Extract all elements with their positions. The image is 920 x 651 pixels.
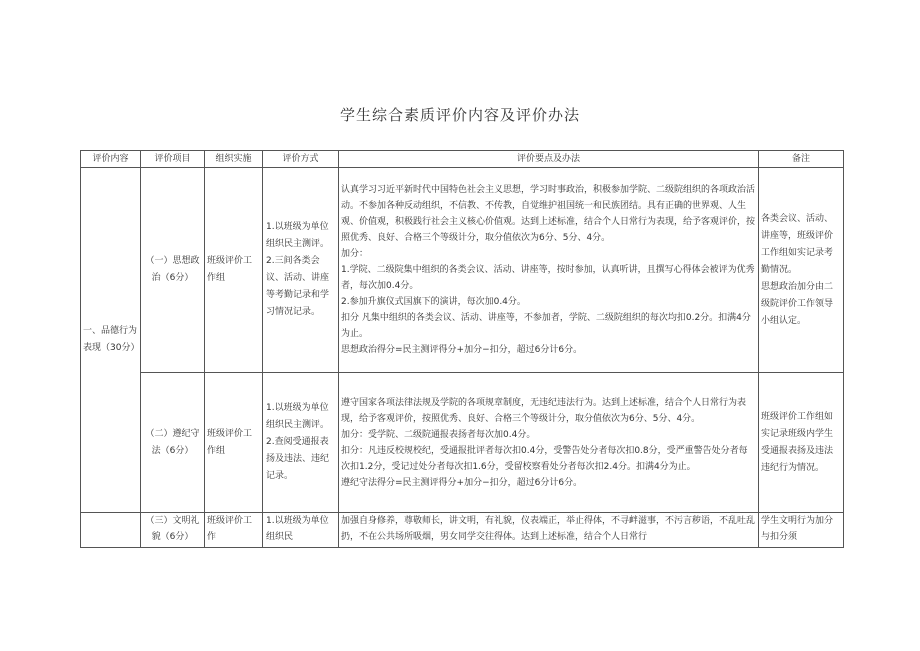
- requirement-line: 扣分 凡集中组织的各类会议、活动、讲座等，不参加者，学院、二级院组织的每次均扣0.2分。扣满4分为止。: [341, 313, 751, 339]
- note-line: 各类会议、活动、讲座等，班级评价工作组如实记录考勤情况。: [761, 213, 834, 275]
- requirement-line: 2.参加升旗仪式国旗下的演讲，每次加0.4分。: [341, 297, 526, 307]
- item-cell: （一）思想政治（6分）: [141, 168, 205, 373]
- header-cell: 评价要点及办法: [339, 151, 759, 168]
- note-line: 学生文明行为加分与扣分须: [761, 516, 834, 542]
- org-cell: 班级评价工作组: [205, 373, 263, 513]
- method-cell: [263, 373, 339, 513]
- requirement-line: 认真学习习近平新时代中国特色社会主义思想，学习时事政治，积极参加学院、二级院组织的各项政治活动。不参加各种反动组织，不信教、不传教，自觉维护祖国统一和民族团结。具有正确的世界观、人生观、价值观，积极践行社会主义核心价值观。达到上述标准，结合个人日常行为表现，给予客观评价，按照优秀、良好、合格三个等级计分，取分值依次为6分、5分、4分。: [341, 185, 756, 243]
- requirement-cell: [339, 168, 759, 373]
- item-cell: （三）文明礼貌（6分）: [141, 513, 205, 548]
- page-title: 学生综合素质评价内容及评价办法: [339, 106, 580, 124]
- org-cell: 班级评价工作: [205, 513, 263, 548]
- header-cell: 备注: [759, 151, 844, 168]
- note-cell: [759, 513, 844, 548]
- method-line: 1.以班级为单位组织民主测评。: [266, 222, 330, 249]
- header-cell: 评价项目: [141, 151, 205, 168]
- method-cell: [263, 168, 339, 373]
- requirement-line: 加分：受学院、二级院通报表扬者每次加0.4分。: [341, 429, 536, 440]
- category-cell: 一、品德行为表现（30分）: [81, 168, 141, 513]
- requirement-line: 加分：: [341, 249, 369, 259]
- org-cell: 班级评价工作组: [205, 168, 263, 373]
- method-cell: [263, 513, 339, 548]
- table-header-row: [81, 151, 844, 168]
- method-line: 2.三间各类会议、活动、讲座等考勤记录和学习情况记录。: [266, 256, 330, 317]
- requirement-line: 遵守国家各项法律法规及学院的各项规章制度，无违纪违法行为。达到上述标准，结合个人日常行为表现，给予客观评价，按照优秀、良好、合格三个等级计分，取分值依次为6分、5分、4分。: [341, 397, 747, 424]
- note-cell: [759, 373, 844, 513]
- header-cell: 组织实施: [205, 151, 263, 168]
- table-row: [81, 168, 844, 373]
- method-line: 1.以班级为单位组织民主测评。: [266, 403, 330, 430]
- note-line: 思想政治加分由二级院评价工作领导小组认定。: [761, 281, 834, 326]
- note-line: 班级评价工作组如实记录班级内学生受通报表扬及违法违纪行为情况。: [761, 411, 834, 473]
- note-cell: [759, 168, 844, 373]
- method-line: 2.查阅受通报表扬及违法、违纪记录。: [266, 437, 330, 481]
- requirement-line: 1.学院、二级院集中组织的各类会议、活动、讲座等，按时参加，认真听讲，且撰写心得体会被评为优秀者，每次加0.4分。: [341, 265, 755, 291]
- evaluation-table: [80, 150, 844, 548]
- table-row: [81, 513, 844, 548]
- requirement-line: 扣分：凡违反校规校纪，受通报批评者每次扣0.4分，受警告处分者每次扣0.8分，受严重警告处分者每次扣1.2分，受记过处分者每次扣1.6分，受留校察看处分者每次扣2.4分。扣满4分为止。: [341, 445, 748, 472]
- requirement-cell: [339, 513, 759, 548]
- category-cell-empty: [81, 513, 141, 548]
- item-cell: （二）遵纪守法（6分）: [141, 373, 205, 513]
- header-cell: 评价内容: [81, 151, 141, 168]
- table-row: [81, 373, 844, 513]
- requirement-line: 加强自身修养，尊敬师长，讲文明，有礼貌，仪表端正，举止得体，不寻衅滋事，不污言秽语，不乱吐乱扔，不在公共场所吸烟，男女同学交往得体。达到上述标准，结合个人日常行: [341, 516, 756, 542]
- method-line: 1.以班级为单位组织民: [266, 516, 329, 542]
- header-cell: 评价方式: [263, 151, 339, 168]
- requirement-line: 遵纪守法得分=民主测评得分+加分−扣分，超过6分计6分。: [341, 477, 583, 488]
- requirement-line: 思想政治得分=民主测评得分+加分−扣分，超过6分计6分。: [341, 345, 583, 355]
- requirement-cell: [339, 373, 759, 513]
